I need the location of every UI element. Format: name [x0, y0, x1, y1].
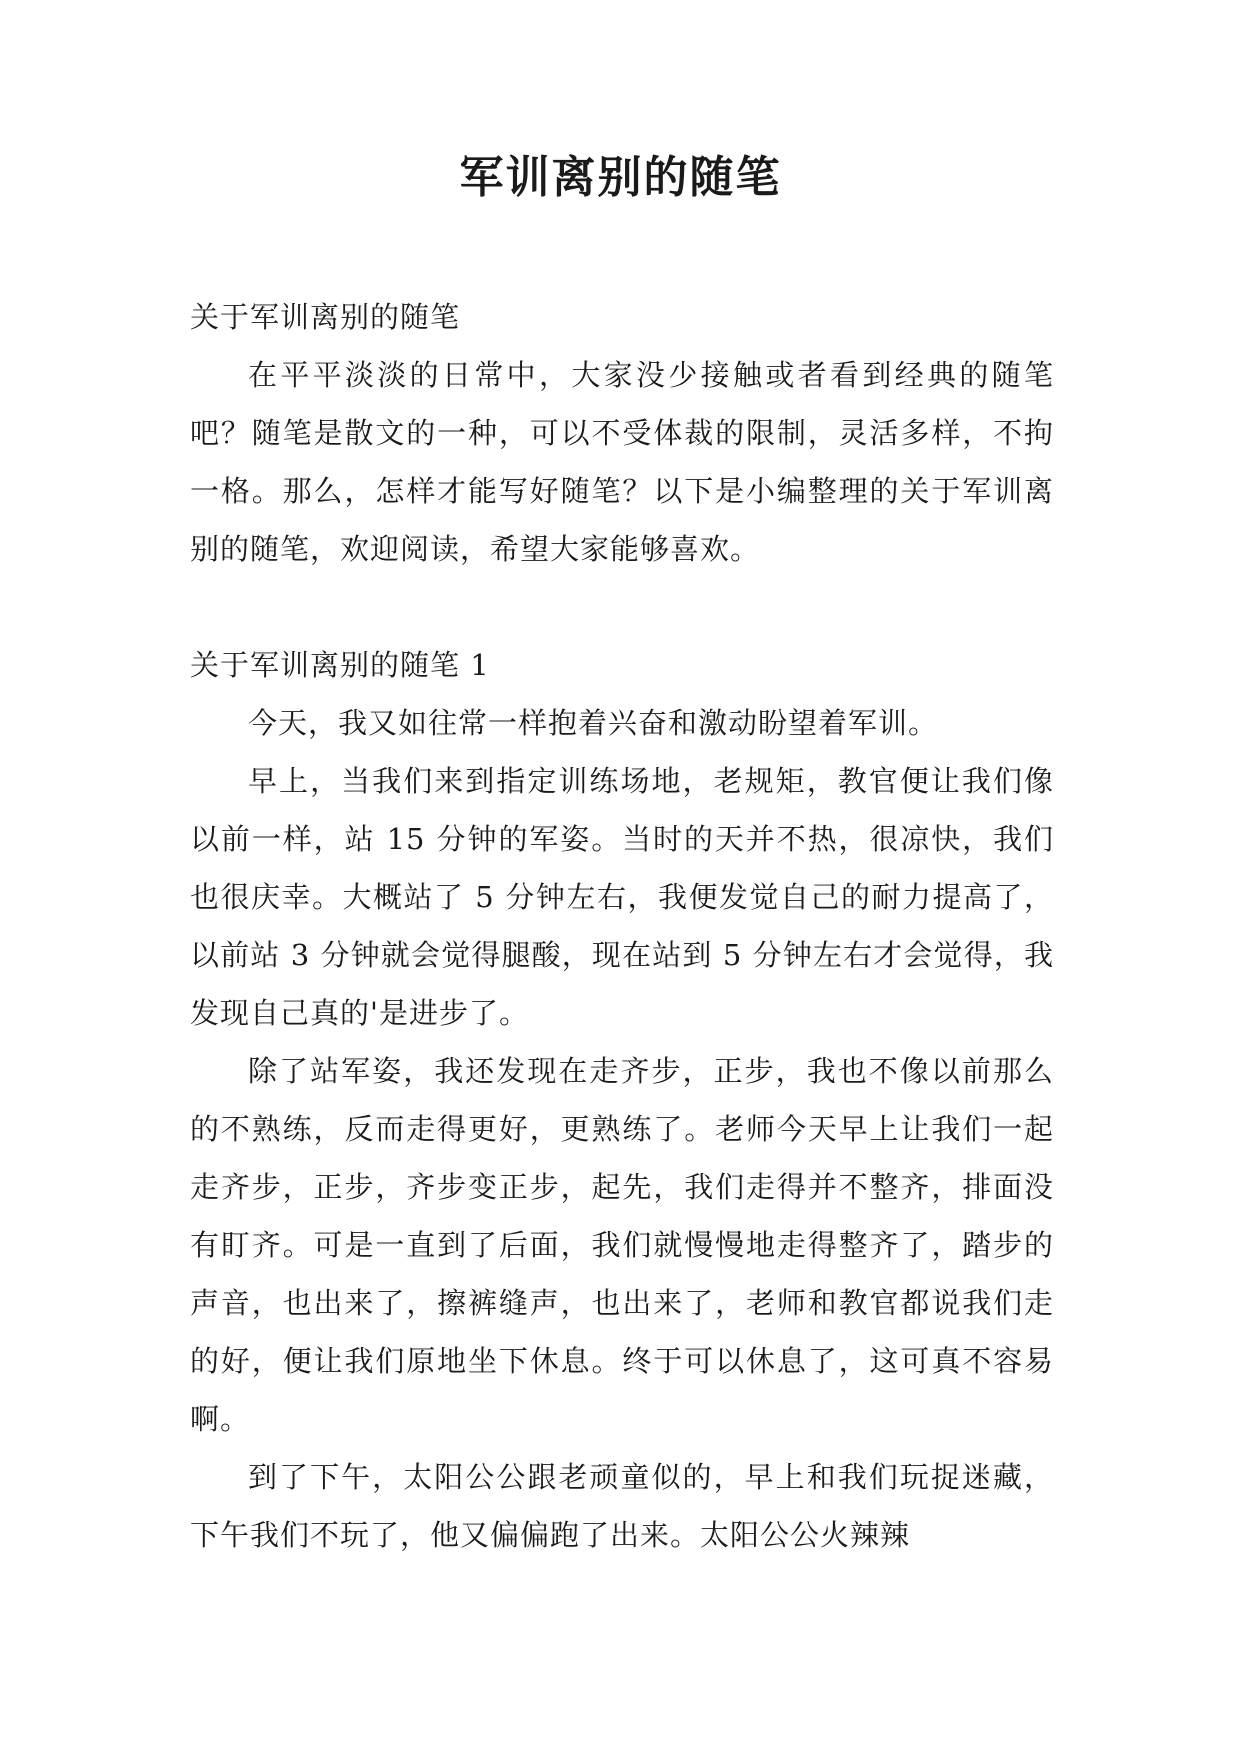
section-1-paragraph-1: 今天，我又如往常一样抱着兴奋和激动盼望着军训。: [248, 706, 939, 740]
intro-heading: 关于军训离别的随笔: [190, 300, 461, 334]
intro-paragraph: 在平平淡淡的日常中，大家没少接触或者看到经典的随笔吧？随笔是散文的一种，可以不受体裁的限制，灵活多样，不拘一格。那么，怎样才能写好随笔？以下是小编整理的关于军训离别的随笔，欢迎阅读，希望大家能够喜欢。: [190, 358, 1054, 566]
section-1-paragraph-2: 早上，当我们来到指定训练场地，老规矩，教官便让我们像以前一样，站 15 分钟的军姿。当时的天并不热，很凉快，我们也很庆幸。大概站了 5 分钟左右，我便发觉自己的耐力提高了，以前站 3 分钟就会觉得腿酸，现在站到 5 分钟左右才会觉得，我发现自己真的'是进步了。: [190, 764, 1054, 1030]
document-body: [190, 288, 1054, 1564]
page-title: 军训离别的随笔: [459, 152, 782, 203]
section-1-paragraph-3: 除了站军姿，我还发现在走齐步，正步，我也不像以前那么的不熟练，反而走得更好，更熟练了。老师今天早上让我们一起走齐步，正步，齐步变正步，起先，我们走得并不整齐，排面没有盯齐。可是一直到了后面，我们就慢慢地走得整齐了，踏步的声音，也出来了，擦裤缝声，也出来了，老师和教官都说我们走的好，便让我们原地坐下休息。终于可以休息了，这可真不容易啊。: [190, 1054, 1054, 1436]
section-1-paragraph-4: 到了下午，太阳公公跟老顽童似的，早上和我们玩捉迷藏，下午我们不玩了，他又偏偏跑了出来。太阳公公火辣辣: [190, 1460, 1054, 1552]
section-1-heading: 关于军训离别的随笔 1: [190, 648, 490, 682]
section-spacer: [190, 578, 1054, 636]
